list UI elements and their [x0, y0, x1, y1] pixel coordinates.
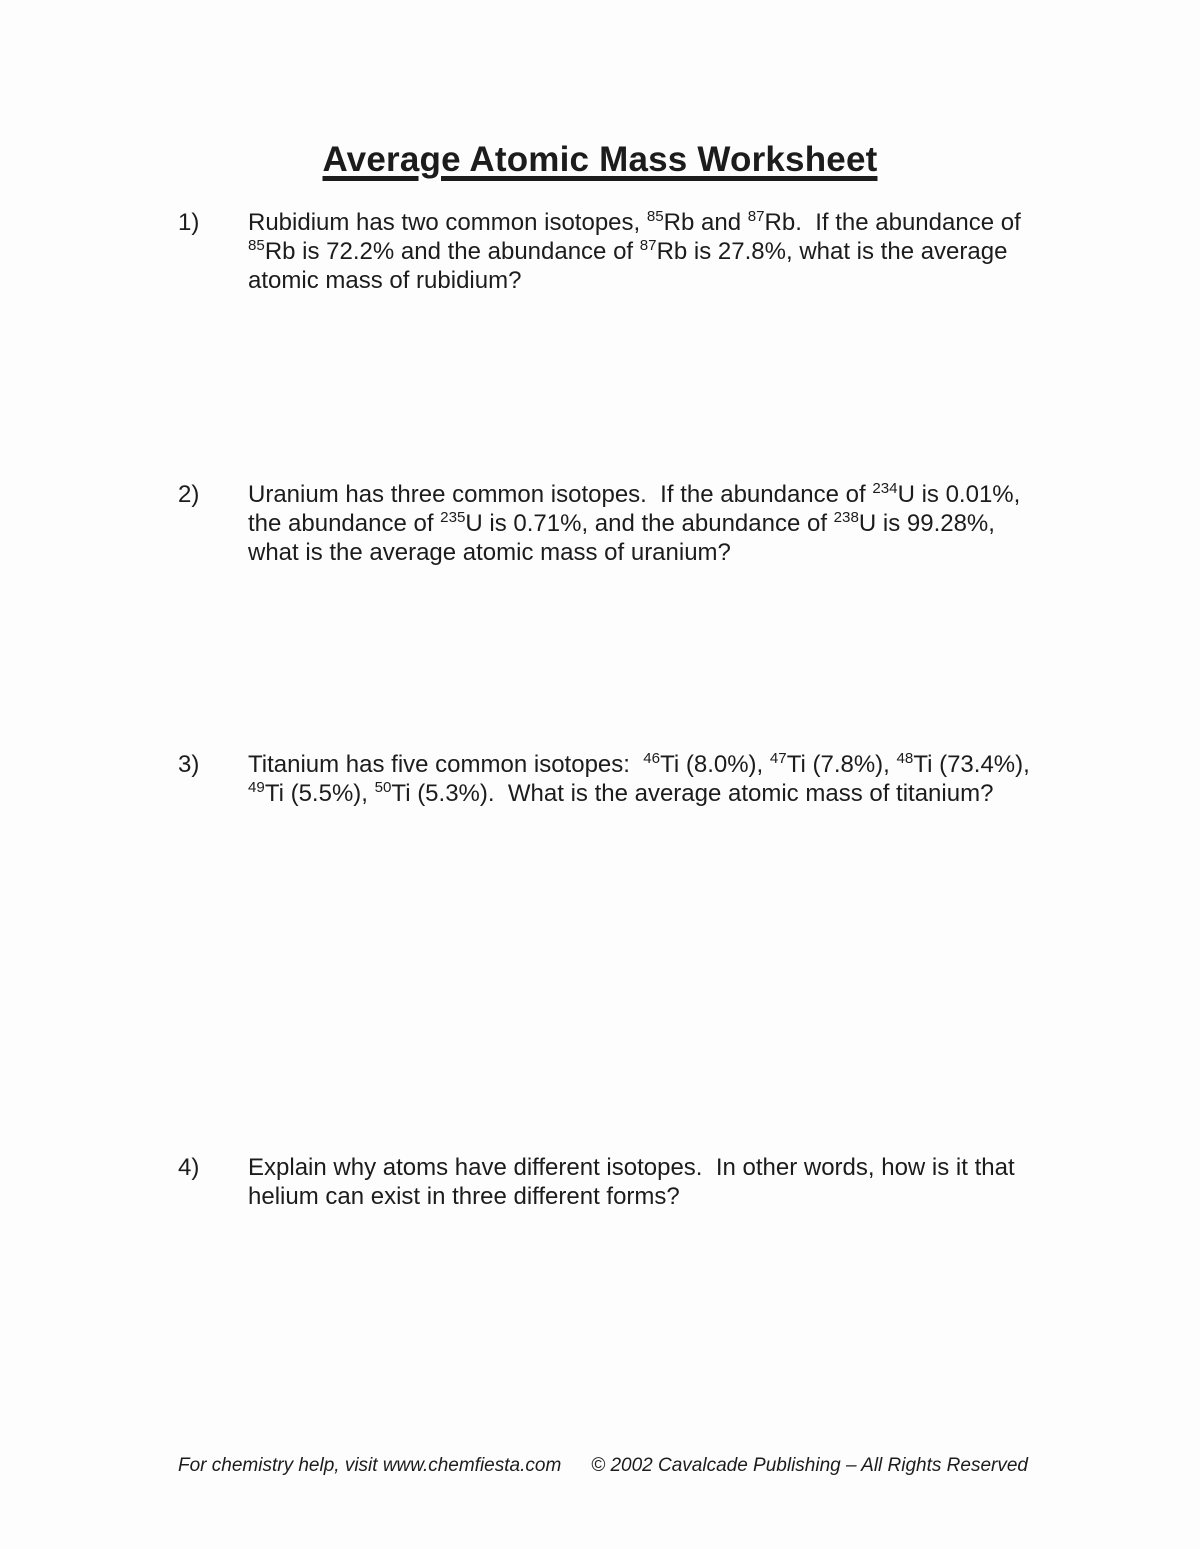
isotope-mass-superscript: 235: [440, 509, 466, 526]
question-number: 3): [178, 751, 200, 778]
question-item: [178, 1153, 1038, 1211]
question-number: 4): [178, 1154, 200, 1181]
question-text: Rubidium has two common isotopes, $^{85}$Rb and $^{87}$Rb. If the abundance of $^{85}$Rb is 72.2% and the abundance of $^{87}$Rb is 27.8%, what is the average atomic mass of rubidium?: [248, 208, 1021, 294]
question-text: Explain why atoms have different isotopes. In other words, how is it that helium can exist in three different forms?: [248, 1154, 1015, 1210]
page-footer: [178, 1454, 1028, 1477]
footer-right-text: © 2002 Cavalcade Publishing – All Rights Reserved: [591, 1455, 1028, 1476]
footer-left-text: For chemistry help, visit www.chemfiesta.com: [178, 1455, 562, 1476]
isotope-mass-superscript: 85: [646, 208, 664, 225]
isotope-mass-superscript: 87: [639, 237, 657, 254]
isotope-mass-superscript: 85: [248, 237, 265, 254]
question-number: 1): [178, 209, 200, 236]
isotope-mass-superscript: 234: [872, 480, 898, 497]
isotope-mass-superscript: 48: [896, 750, 914, 767]
question-item: [178, 480, 1038, 567]
isotope-mass-superscript: 46: [643, 750, 661, 767]
question-number: 2): [178, 481, 200, 508]
question-item: [178, 208, 1038, 295]
question-item: [178, 750, 1038, 808]
isotope-mass-superscript: 49: [248, 779, 265, 796]
isotope-mass-superscript: 238: [833, 509, 859, 526]
isotope-mass-superscript: 47: [769, 750, 787, 767]
question-text: Titanium has five common isotopes: $^{46}$Ti (8.0%), $^{47}$Ti (7.8%), $^{48}$Ti (73.4%), $^{49}$Ti (5.5%), $^{50}$Ti (5.3%). What is the average atomic mass of titanium?: [248, 750, 1030, 807]
isotope-mass-superscript: 50: [374, 779, 392, 796]
page-title: Average Atomic Mass Worksheet: [322, 140, 878, 179]
isotope-mass-superscript: 87: [747, 208, 765, 225]
question-text: Uranium has three common isotopes. If the abundance of $^{234}$U is 0.01%, the abundance of $^{235}$U is 0.71%, and the abundance of $^{238}$U is 99.28%, what is the average atomic mass of uranium?: [248, 480, 1021, 566]
